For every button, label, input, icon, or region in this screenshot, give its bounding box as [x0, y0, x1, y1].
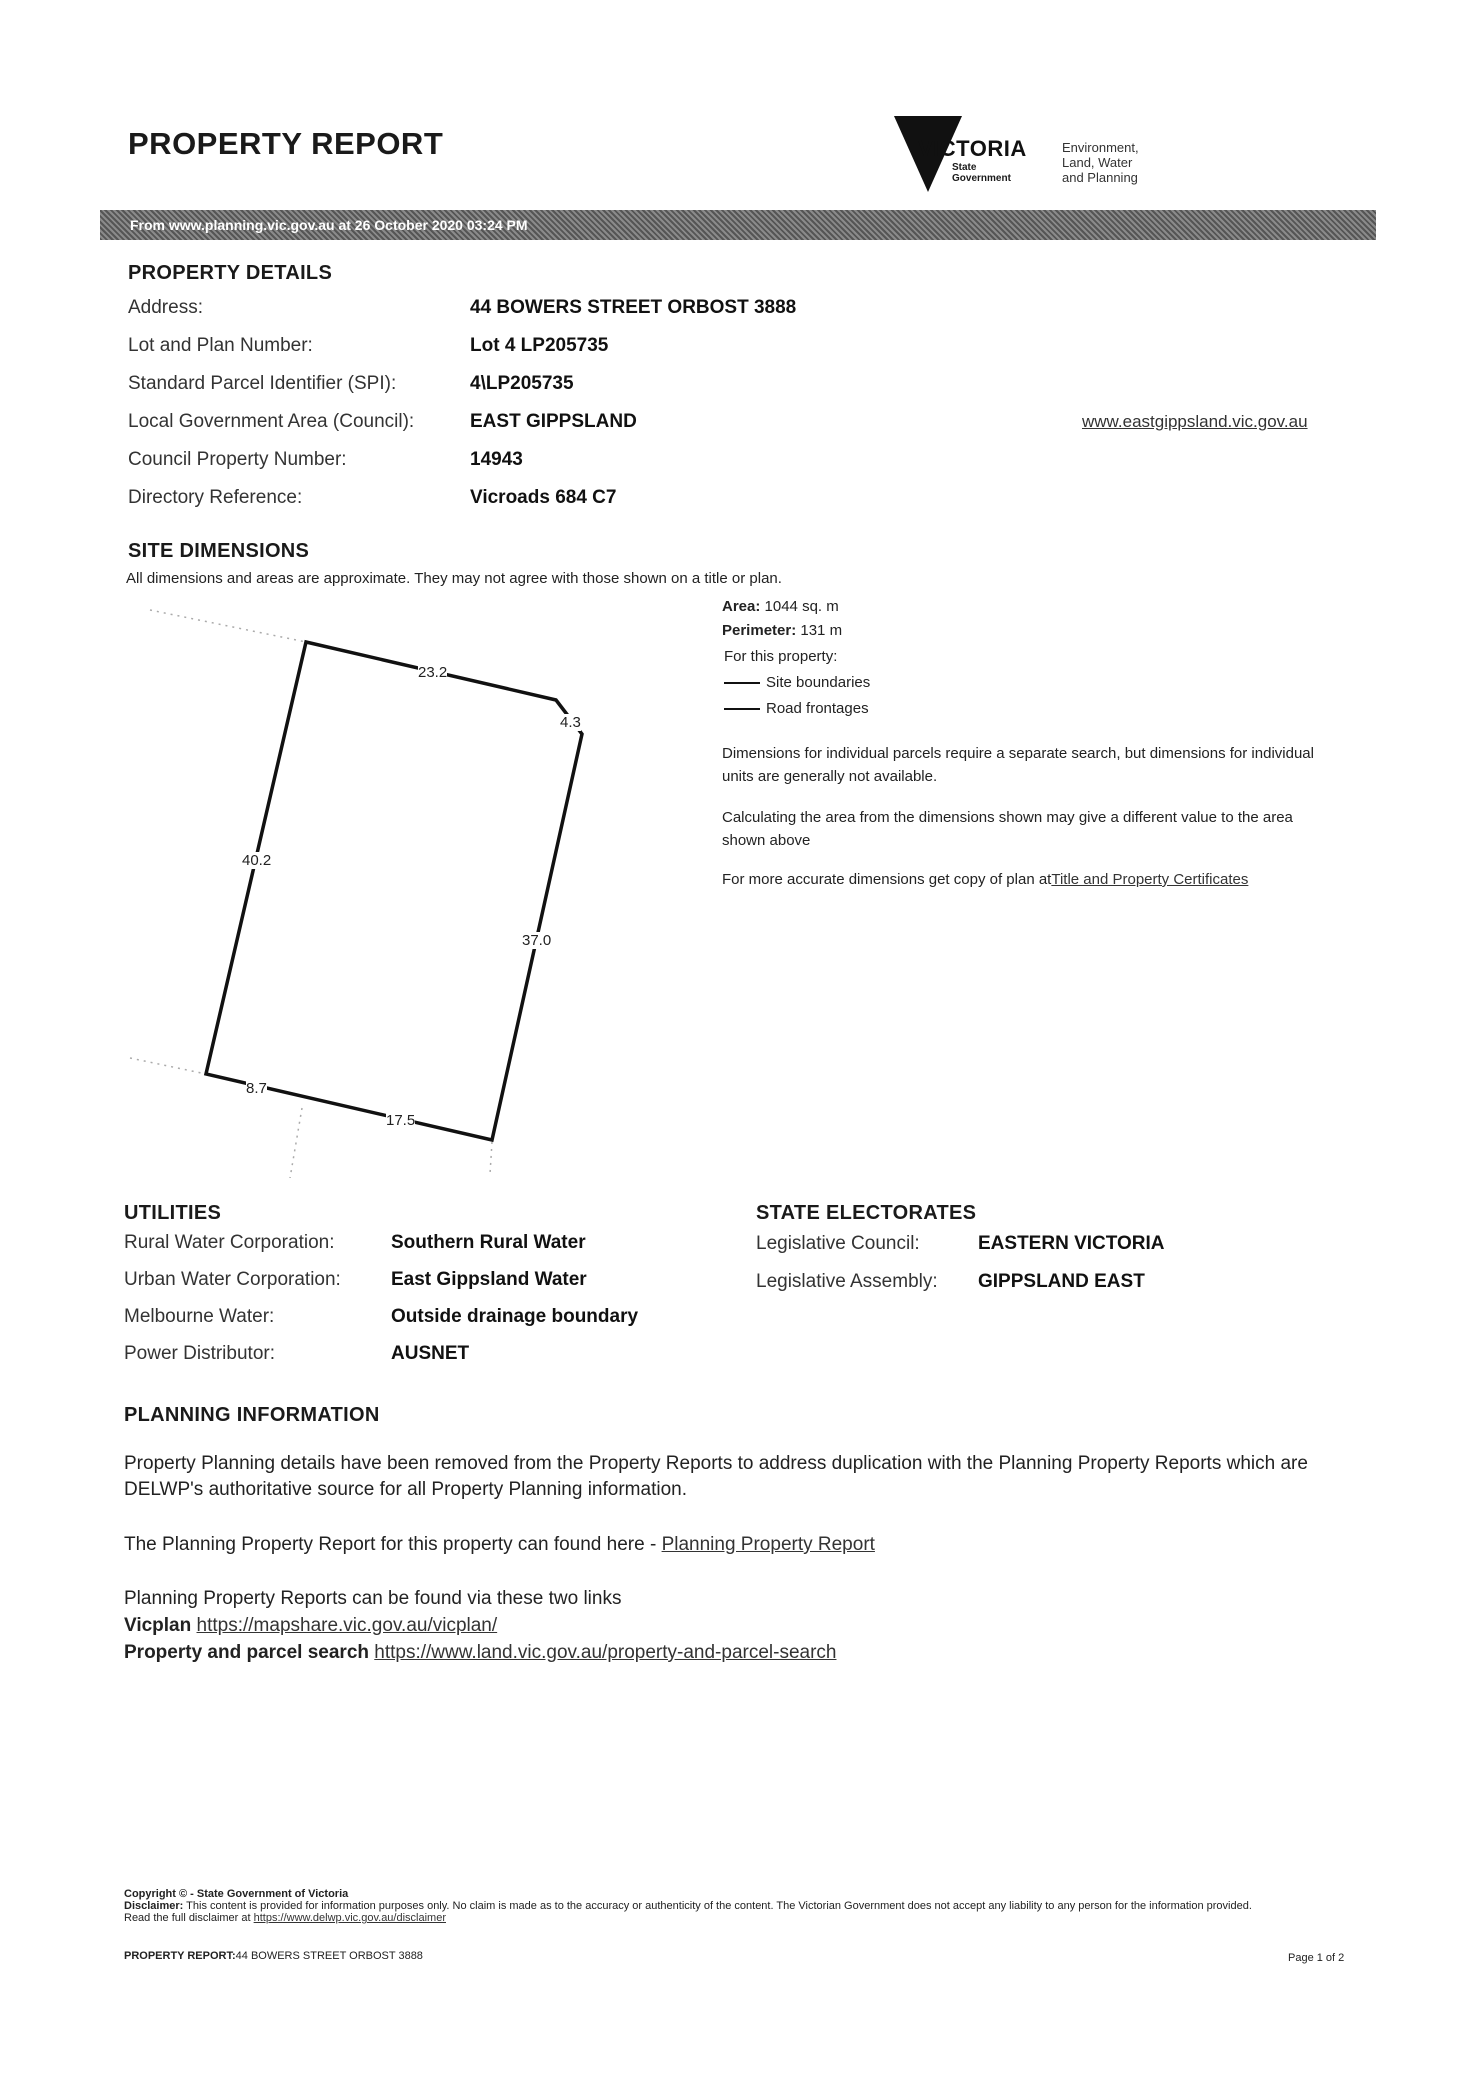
site-dimensions-heading: SITE DIMENSIONS: [128, 540, 310, 562]
electorates-heading: STATE ELECTORATES: [756, 1202, 977, 1224]
read-full-line: Read the full disclaimer at https://www.delwp.vic.gov.au/disclaimer: [124, 1912, 446, 1924]
utility-value: Outside drainage boundary: [391, 1306, 639, 1327]
electorate-value: EASTERN VICTORIA: [978, 1233, 1165, 1254]
dim-right: 37.0: [522, 932, 552, 949]
source-banner: From www.planning.vic.gov.au at 26 October 2020 03:24 PM: [100, 210, 1376, 240]
perimeter-line: Perimeter: 131 m: [722, 622, 843, 639]
planning-para-3: Planning Property Reports can be found via these two links: [124, 1588, 622, 1609]
page-title: PROPERTY REPORT: [128, 126, 444, 161]
department-name: Environment, Land, Water and Planning: [1062, 140, 1139, 185]
dim-bottom-left: 8.7: [246, 1080, 267, 1097]
property-detail-label: Council Property Number:: [128, 449, 347, 470]
page-number: Page 1 of 2: [1288, 1952, 1345, 1964]
site-boundary: [206, 642, 582, 1140]
electorate-value: GIPPSLAND EAST: [978, 1271, 1145, 1292]
dim-top: 23.2: [418, 664, 448, 681]
vicplan-link[interactable]: https://mapshare.vic.gov.au/vicplan/: [196, 1615, 498, 1636]
disclaimer-line: Disclaimer: This content is provided for information purposes only. No claim is made as to the accuracy or authenticity of the content. The Victorian Government does not accept any liability to any person for the information provided.: [124, 1900, 1252, 1912]
electorate-label: Legislative Assembly:: [756, 1271, 938, 1292]
dimensions-para-1: Dimensions for individual parcels require a separate search, but dimensions for individual units are generally not available.: [722, 745, 1314, 785]
parcel-search-link[interactable]: https://www.land.vic.gov.au/property-and-parcel-search: [374, 1642, 837, 1663]
utility-value: East Gippsland Water: [391, 1269, 587, 1290]
footer-report-line: PROPERTY REPORT:44 BOWERS STREET ORBOST 3888: [124, 1950, 423, 1962]
utility-value: Southern Rural Water: [391, 1232, 586, 1253]
legend-site-boundaries: Site boundaries: [724, 674, 870, 691]
utility-label: Power Distributor:: [124, 1343, 275, 1364]
vicplan-line: Vicplan https://mapshare.vic.gov.au/vicplan/: [124, 1615, 498, 1636]
property-details-heading: PROPERTY DETAILS: [128, 262, 333, 284]
property-detail-value: Lot 4 LP205735: [470, 335, 609, 356]
council-website-link[interactable]: www.eastgippsland.vic.gov.au: [1082, 412, 1308, 431]
utility-label: Rural Water Corporation:: [124, 1232, 335, 1253]
dim-bottom: 17.5: [386, 1112, 416, 1129]
property-detail-label: Standard Parcel Identifier (SPI):: [128, 373, 397, 394]
area-line: Area: 1044 sq. m: [722, 598, 839, 615]
utility-label: Urban Water Corporation:: [124, 1269, 341, 1290]
legend-line-icon: [724, 708, 760, 710]
property-detail-value: Vicroads 684 C7: [470, 487, 617, 508]
site-plan-diagram: [120, 598, 640, 1178]
logo-state: State: [952, 162, 977, 173]
property-detail-value: 14943: [470, 449, 523, 470]
title-certificates-link[interactable]: Title and Property Certificates: [1051, 871, 1249, 888]
logo-word: VICTORIA: [918, 136, 1027, 161]
utilities-heading: UTILITIES: [124, 1202, 222, 1224]
victoria-logo: [890, 114, 1050, 196]
property-detail-label: Directory Reference:: [128, 487, 303, 508]
planning-para-1: Property Planning details have been removed from the Property Reports to address duplication with the Planning Property Reports which are DELWP's authoritative source for all Property Planning information.: [124, 1453, 1308, 1500]
utility-value: AUSNET: [391, 1343, 470, 1364]
property-detail-label: Address:: [128, 297, 203, 318]
dim-left: 40.2: [242, 852, 272, 869]
utility-label: Melbourne Water:: [124, 1306, 275, 1327]
disclaimer-link[interactable]: https://www.delwp.vic.gov.au/disclaimer: [253, 1912, 446, 1924]
property-detail-value: EAST GIPPSLAND: [470, 411, 637, 432]
footer-disclaimer: [124, 1888, 1344, 1924]
legend-road-frontages: Road frontages: [724, 700, 869, 717]
electorate-label: Legislative Council:: [756, 1233, 920, 1254]
dimensions-note: All dimensions and areas are approximate. They may not agree with those shown on a title or plan.: [126, 570, 782, 587]
property-detail-value: 44 BOWERS STREET ORBOST 3888: [470, 297, 797, 318]
planning-para-2: The Planning Property Report for this property can found here - Planning Property Report: [124, 1534, 875, 1555]
planning-heading: PLANNING INFORMATION: [124, 1404, 380, 1426]
planning-property-report-link[interactable]: Planning Property Report: [661, 1534, 875, 1555]
property-detail-value: 4\LP205735: [470, 373, 574, 394]
dimensions-para-2: Calculating the area from the dimensions shown may give a different value to the area shown above: [722, 809, 1293, 849]
logo-government: Government: [952, 173, 1011, 184]
dim-corner: 4.3: [560, 714, 581, 731]
property-detail-label: Lot and Plan Number:: [128, 335, 313, 356]
copyright-line: Copyright © - State Government of Victoria: [124, 1888, 349, 1900]
for-property-label: For this property:: [724, 648, 838, 665]
dimensions-para-3: For more accurate dimensions get copy of plan atTitle and Property Certificates: [722, 871, 1249, 888]
legend-line-icon: [724, 682, 760, 684]
property-detail-label: Local Government Area (Council):: [128, 411, 415, 432]
parcel-search-line: Property and parcel search https://www.land.vic.gov.au/property-and-parcel-search: [124, 1642, 837, 1663]
